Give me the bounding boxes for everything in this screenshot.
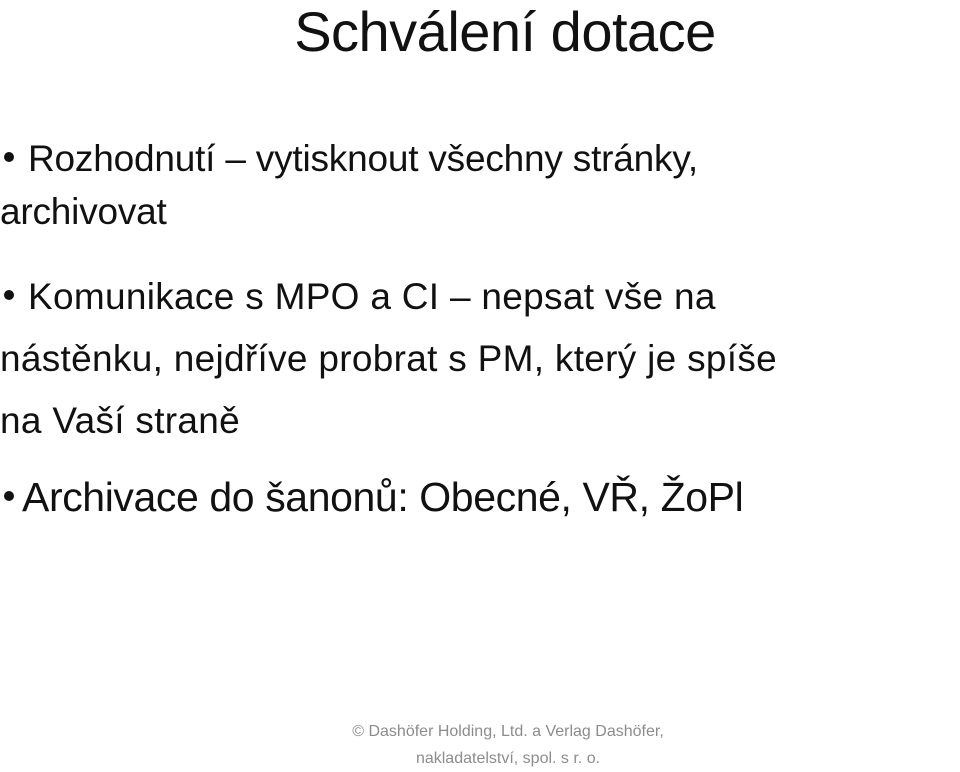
bullet-dot-icon (4, 152, 14, 162)
bullet-line (0, 466, 960, 528)
bullet-text: Rozhodnutí – vytisknout všechny stránky, (28, 138, 698, 179)
copyright-footer (278, 718, 738, 772)
bullet-dot-icon (4, 290, 14, 300)
bullet-line: na Vaší straně (0, 400, 241, 441)
bullet-dot-icon (4, 491, 14, 501)
bullet-list (0, 132, 960, 528)
bullet-text: Komunikace s MPO a CI – nepsat vše na (28, 276, 716, 317)
bullet-text: Archivace do šanonů: Obecné, VŘ, ŽoPl (22, 474, 744, 520)
bullet-item-decision (0, 132, 960, 238)
footer-line: © Dashöfer Holding, Ltd. a Verlag Dashöfer, (352, 723, 664, 740)
footer-line: nakladatelství, spol. s r. o. (415, 750, 601, 767)
bullet-line (0, 266, 960, 328)
bullet-line (0, 132, 960, 185)
bullet-item-communication (0, 266, 960, 452)
bullet-line: archivovat (0, 191, 167, 232)
slide-title: Schválení dotace (294, 0, 716, 63)
bullet-line: nástěnku, nejdříve probrat s PM, který je spíše (0, 338, 778, 379)
bullet-item-archiving (0, 466, 960, 528)
